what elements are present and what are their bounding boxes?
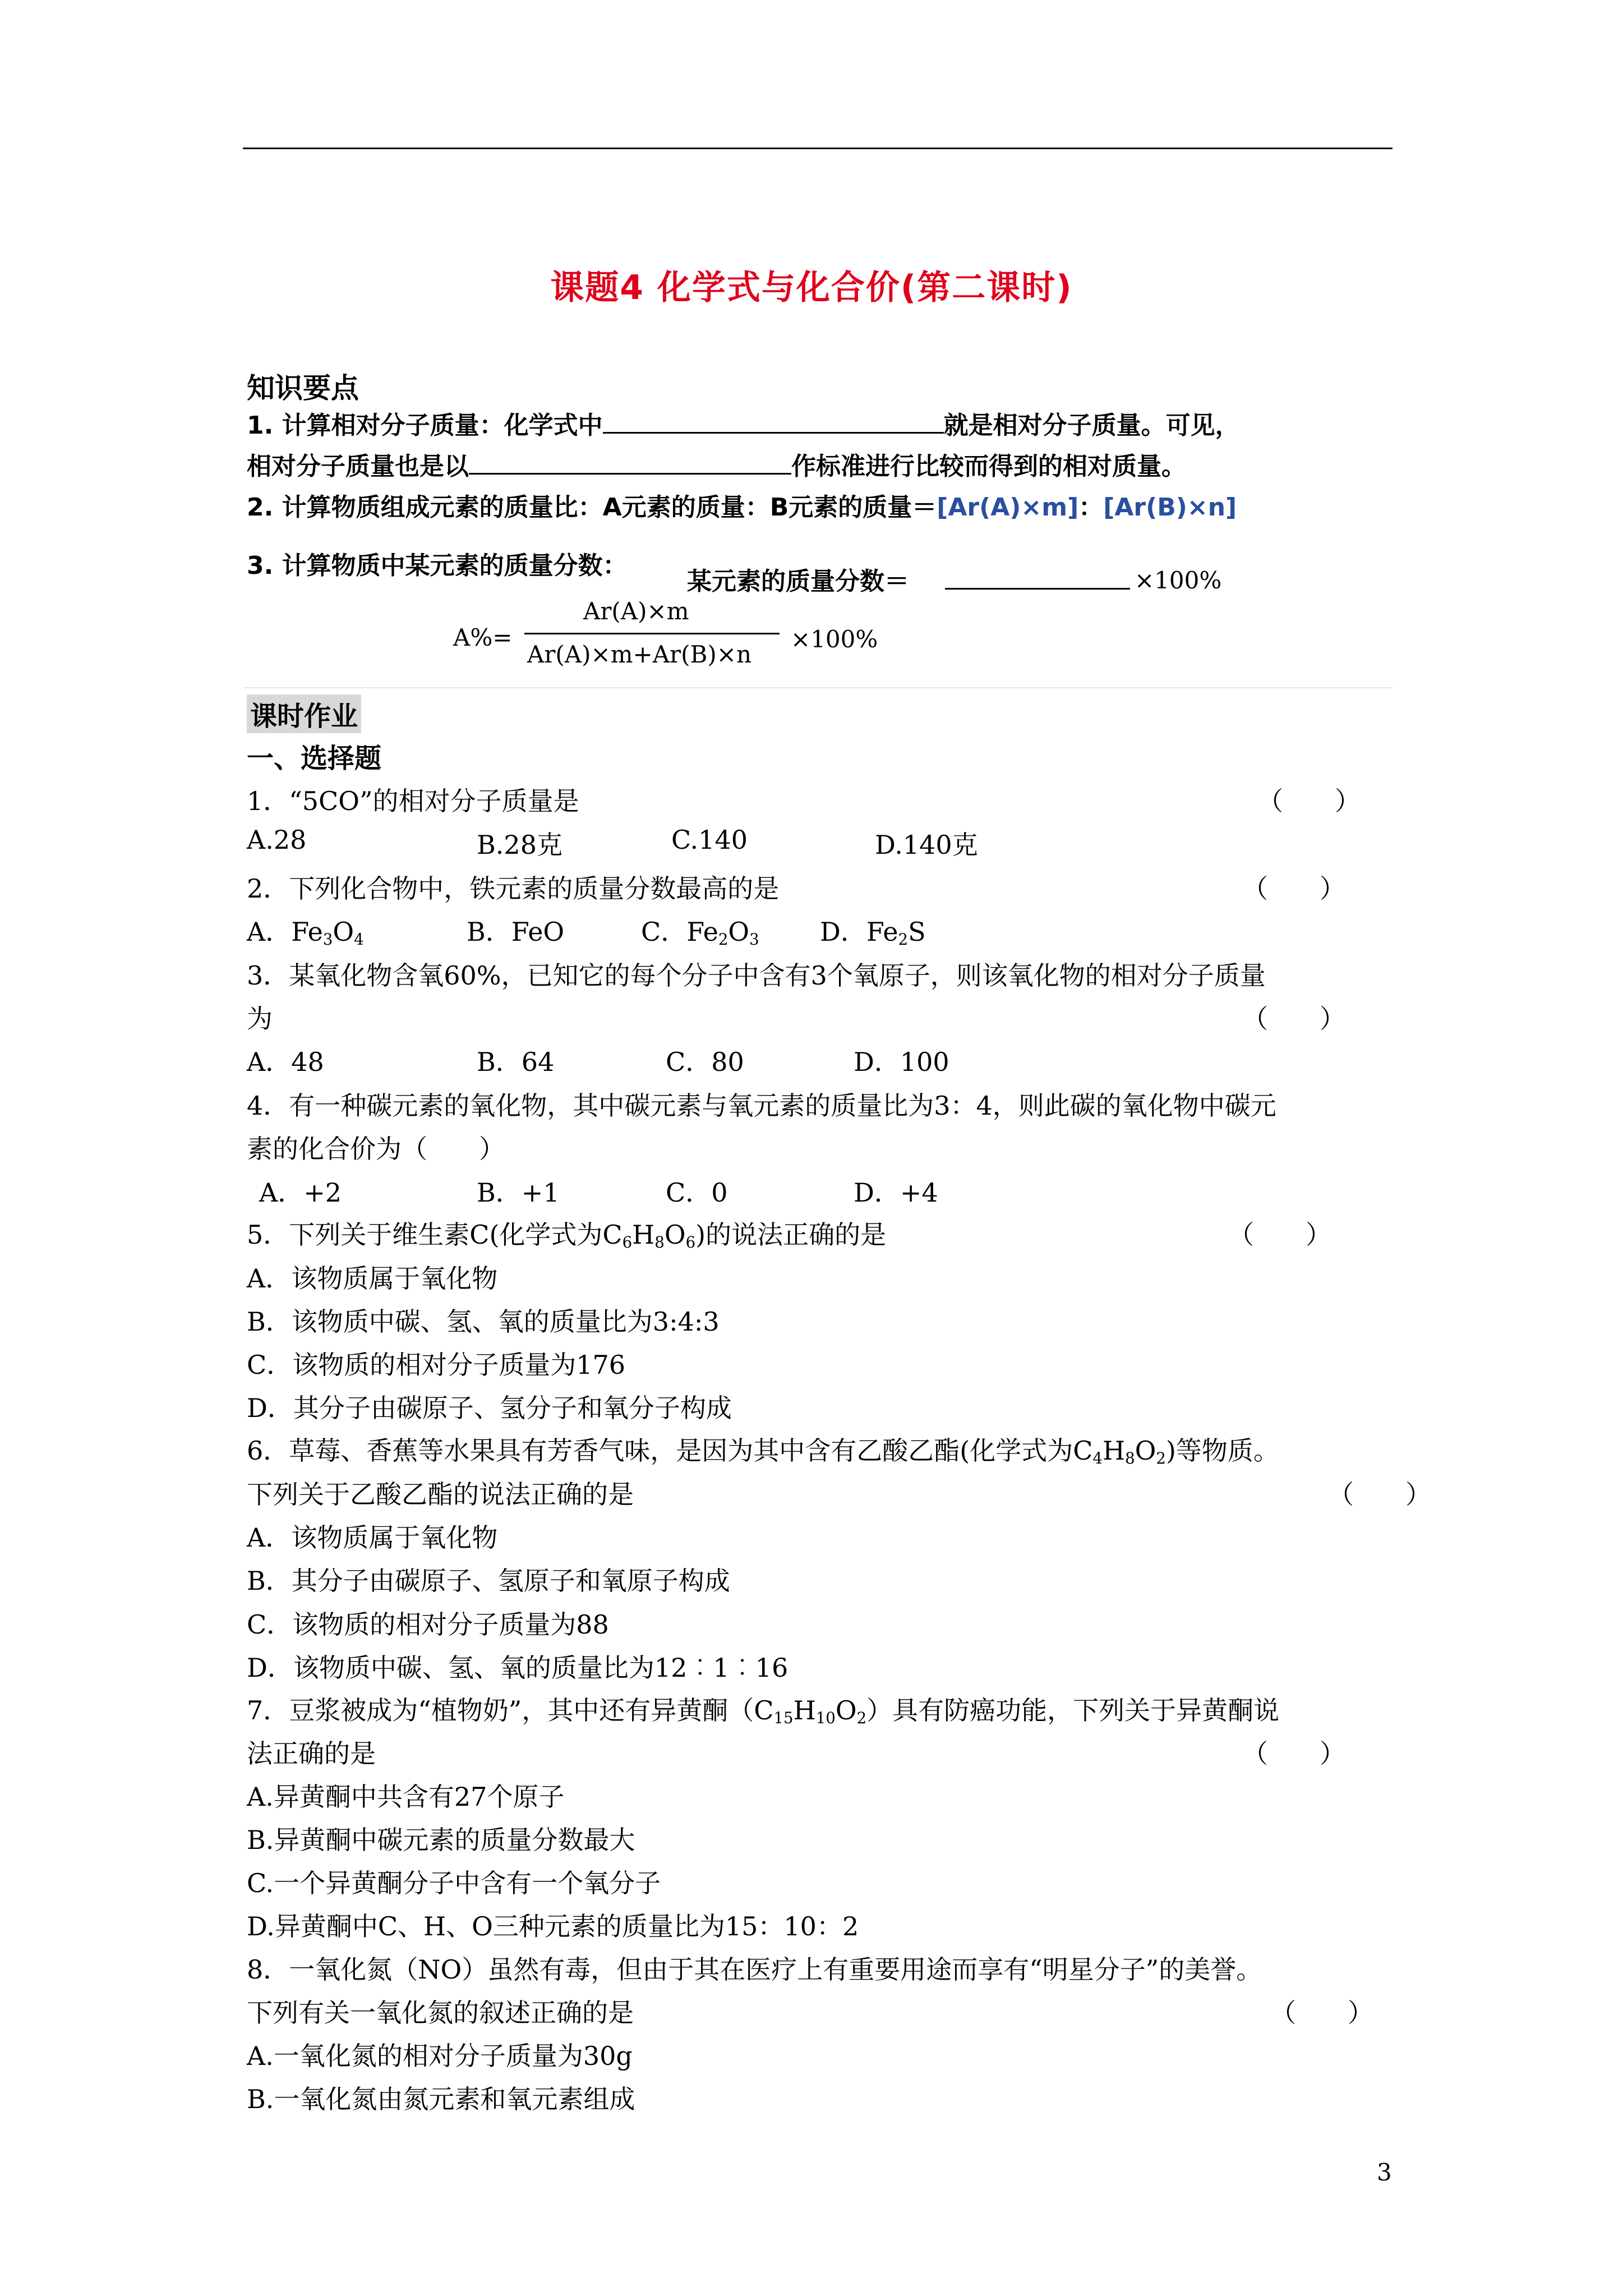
knowledge-point-1 — [247, 405, 1240, 441]
q4-stem: 4．有一种碳元素的氧化物，其中碳元素与氧元素的质量比为3：4，则此碳的氧化物中碳元 — [247, 1091, 1276, 1121]
q2-answer-paren: （ ） — [1242, 873, 1345, 904]
q7-stem: 7．豆浆被成为“植物奶”，其中还有异黄酮$(C_{15}H_{10}O_2)$具有防癌功能，下列关于异黄酮说 — [247, 1695, 1280, 1727]
page-title: 课题4 化学式与化合价(第二课时) — [550, 268, 1073, 307]
q5-option-a: A．该物质属于氧化物 — [247, 1263, 498, 1294]
q7-option-d: D.异黄酮中C、H、O三种元素的质量比为15：10：2 — [247, 1911, 859, 1941]
q8-option-b: B.一氧化氮由氮元素和氧元素组成 — [247, 2084, 635, 2114]
q4-stem-cont: 素的化合价为（ ） — [247, 1134, 505, 1164]
kp1-text-c: 相对分子质量也是以 — [247, 452, 469, 481]
q1-answer-paren: （ ） — [1257, 786, 1361, 816]
knowledge-point-3: 3. 计算物质中某元素的质量分数： — [247, 551, 628, 580]
kp1-text-d: 作标准进行比较而得到的相对质量。 — [791, 452, 1186, 481]
times-100-b: ×100% — [791, 625, 878, 653]
q7-answer-paren: （ ） — [1242, 1738, 1345, 1769]
formula-numerator: Ar(A)×m — [583, 597, 689, 625]
kp2-text-a: 2. 计算物质组成元素的质量比：A元素的质量：B元素的质量＝ — [247, 493, 937, 522]
q5-option-c: C．该物质的相对分子质量为176 — [247, 1350, 625, 1380]
q1-option-c: C.140 — [671, 825, 748, 855]
q8-answer-paren: （ ） — [1270, 1998, 1373, 2028]
homework-heading: 课时作业 — [247, 694, 361, 733]
formula-a-percent: A%= — [453, 624, 513, 651]
kp1-blank-1 — [603, 431, 944, 434]
kp2-ratio-a: [Ar(A)×m] — [937, 493, 1079, 522]
q6-option-d: D．该物质中碳、氢、氧的质量比为12︰1︰16 — [247, 1653, 789, 1683]
knowledge-point-1-cont — [247, 446, 1186, 482]
times-100-a: ×100% — [1135, 567, 1222, 594]
header-rule — [243, 148, 1393, 149]
knowledge-point-2 — [247, 487, 1237, 523]
q5-option-b: B．该物质中碳、氢、氧的质量比为3:4:3 — [247, 1306, 720, 1337]
q4-option-b: B．+1 — [477, 1177, 560, 1208]
q3-option-b: B．64 — [477, 1047, 555, 1077]
page-number: 3 — [1377, 2159, 1392, 2186]
q6-answer-paren: （ ） — [1328, 1479, 1431, 1510]
q2-option-b: B．FeO — [467, 917, 565, 947]
q5-option-d: D．其分子由碳原子、氢分子和氧分子构成 — [247, 1393, 732, 1423]
kp1-text-a: 1. 计算相对分子质量：化学式中 — [247, 411, 603, 440]
q4-option-a: A．+2 — [259, 1177, 342, 1208]
q5-answer-paren: （ ） — [1228, 1220, 1331, 1250]
q7-option-b: B.异黄酮中碳元素的质量分数最大 — [247, 1825, 635, 1855]
q1-option-a: A.28 — [247, 825, 307, 855]
kp1-blank-2 — [469, 472, 791, 475]
q6-option-b: B．其分子由碳原子、氢原子和氧原子构成 — [247, 1566, 730, 1596]
formula-fraction-bar — [524, 633, 780, 634]
q7-option-c: C.一个异黄酮分子中含有一个氧分子 — [247, 1868, 661, 1898]
q3-answer-paren: （ ） — [1242, 1004, 1345, 1034]
q7-option-a: A.异黄酮中共含有27个原子 — [247, 1782, 565, 1812]
q2-option-a: A．$Fe_3O_4$ — [247, 917, 364, 949]
q7-stem-cont: 法正确的是 — [247, 1738, 376, 1769]
q6-stem-cont: 下列关于乙酸乙酯的说法正确的是 — [247, 1479, 634, 1510]
mass-fraction-blank — [945, 588, 1130, 590]
q3-stem-cont: 为 — [247, 1004, 273, 1034]
kp2-colon: ： — [1078, 493, 1104, 522]
q5-stem: 5．下列关于维生素C(化学式为$C_6H_8O_6$)的说法正确的是 — [247, 1220, 887, 1251]
q6-stem: 6．草莓、香蕉等水果具有芳香气味，是因为其中含有乙酸乙酯(化学式为$C_4H_8O_2$)等物质。 — [247, 1435, 1279, 1467]
q6-option-c: C．该物质的相对分子质量为88 — [247, 1609, 609, 1640]
formula-denominator: Ar(A)×m+Ar(B)×n — [527, 641, 752, 668]
q8-option-a: A.一氧化氮的相对分子质量为30g — [247, 2041, 633, 2071]
q8-stem-cont: 下列有关一氧化氮的叙述正确的是 — [247, 1998, 634, 2028]
q2-stem: 2．下列化合物中，铁元素的质量分数最高的是 — [247, 873, 780, 904]
q3-stem: 3．某氧化物含氧60%，已知它的每个分子中含有3个氧原子，则该氧化物的相对分子质量 — [247, 960, 1266, 991]
kp1-text-b: 就是相对分子质量。可见， — [943, 411, 1240, 440]
section-heading: 一、选择题 — [247, 743, 382, 774]
mass-fraction-label: 某元素的质量分数＝ — [687, 567, 909, 596]
q4-option-d: D．+4 — [854, 1177, 938, 1208]
kp2-ratio-b: [Ar(B)×n] — [1103, 493, 1237, 522]
q1-option-b: B.28克 — [477, 830, 562, 860]
q2-option-c: C．$Fe_2O_3$ — [641, 917, 759, 949]
q1-option-d: D.140克 — [875, 830, 978, 860]
q3-option-d: D．100 — [854, 1047, 949, 1077]
q8-stem: 8．一氧化氮（NO）虽然有毒，但由于其在医疗上有重要用途而享有“明星分子”的美誉。 — [247, 1954, 1262, 1985]
q3-option-a: A．48 — [247, 1047, 324, 1077]
q4-option-c: C．0 — [666, 1177, 728, 1208]
q2-option-d: D．$Fe_2S$ — [820, 917, 926, 949]
knowledge-heading: 知识要点 — [247, 372, 359, 404]
q1-stem: 1．“5CO”的相对分子质量是 — [247, 786, 579, 816]
q3-option-c: C．80 — [666, 1047, 744, 1077]
section-divider — [243, 687, 1393, 688]
q6-option-a: A．该物质属于氧化物 — [247, 1522, 498, 1553]
